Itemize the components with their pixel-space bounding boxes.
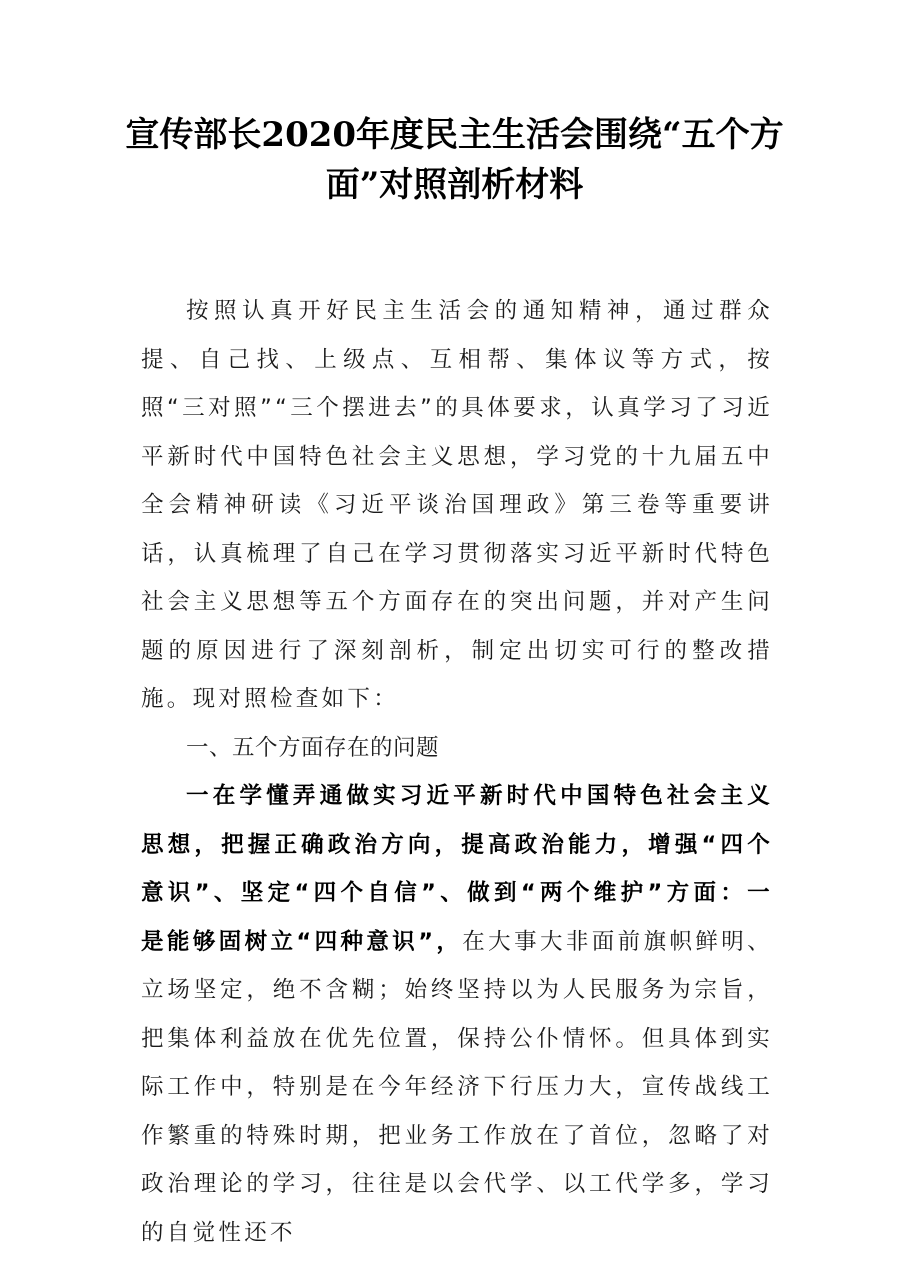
- intro-paragraph: 按照认真开好民主生活会的通知精神，通过群众提、自己找、上级点、互相帮、集体议等方式，按照“三对照”“三个摆进去”的具体要求，认真学习了习近平新时代中国特色社会主义思想，学习党的十九届五中全会精神研读《习近平谈治国理政》第三卷等重要讲话，认真梳理了自己在学习贯彻落实习近平新时代特色社会主义思想等五个方面存在的突出问题，并对产生问题的原因进行了深刻剖析，制定出切实可行的整改措施。现对照检查如下：: [141, 298, 773, 712]
- document-title: 宣传部长2020年度民主生活会围绕“五个方面”对照剖析材料: [125, 115, 784, 205]
- section-heading: 一、五个方面存在的问题: [186, 734, 440, 761]
- section-paragraph-text: 在大事大非面前旗帜鲜明、立场坚定，绝不含糊；始终坚持以为人民服务为宗旨，把集体利益放在优先位置，保持公仆情怀。但具体到实际工作中，特别是在今年经济下行压力大，宣传战线工作繁重的特殊时期，把业务工作放在了首位，忽略了对政治理论的学习，往往是以会代学、以工代学多，学习的自觉性还不: [141, 928, 773, 1246]
- section-paragraph-bold-lead: 一在学懂弄通做实习近平新时代中国特色社会主义思想，把握正确政治方向，提高政治能力，增强“四个意识”、坚定“四个自信”、做到“两个维护”方面：一是能够固树立“四种意识”，: [141, 783, 773, 955]
- document-body: [141, 287, 773, 1257]
- section-paragraph: [141, 772, 773, 1257]
